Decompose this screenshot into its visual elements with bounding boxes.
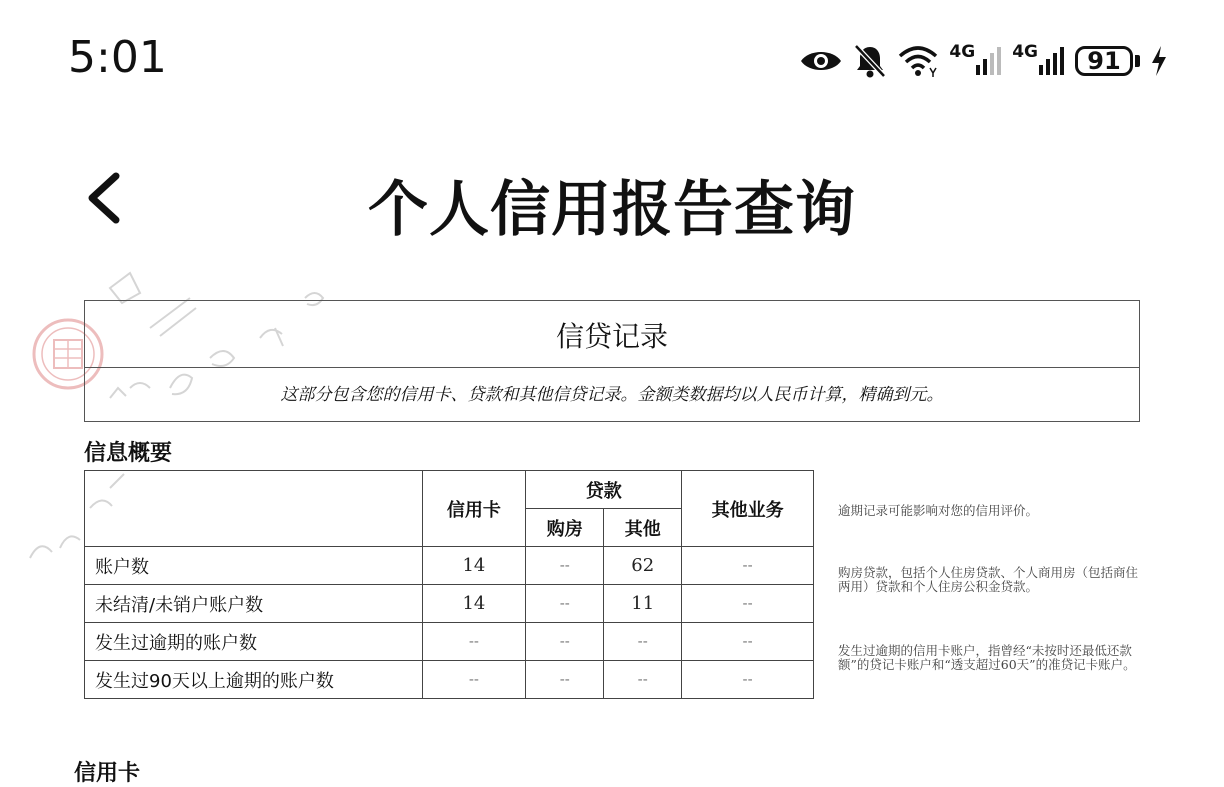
- col-loan: 贷款: [526, 471, 682, 509]
- cell-other: --: [604, 623, 682, 661]
- signal-icon: [949, 42, 1002, 75]
- battery-nub: [1135, 55, 1140, 67]
- note-overdue-card: 发生过逾期的信用卡账户，指曾经“未按时还最低还款额”的贷记卡账户和“透支超过60天”的准贷记卡账户。: [838, 643, 1136, 672]
- section-note: 这部分包含您的信用卡、贷款和其他信贷记录。金额类数据均以人民币计算，精确到元。: [280, 385, 944, 405]
- battery-icon: [1075, 46, 1140, 76]
- cell-house: --: [526, 585, 604, 623]
- table-row: [85, 661, 814, 699]
- row-label: 发生过90天以上逾期的账户数: [85, 661, 423, 699]
- cell-other-business: --: [682, 623, 814, 661]
- page-title: 个人信用报告查询: [368, 175, 856, 245]
- table-row: [85, 623, 814, 661]
- note-overdue: 逾期记录可能影响对您的信用评价。: [838, 503, 1039, 518]
- table-row: [85, 585, 814, 623]
- cell-other: 11: [604, 585, 682, 623]
- note-housing-loan: 购房贷款，包括个人住房贷款、个人商用房（包括商住两用）贷款和个人住房公积金贷款。: [838, 565, 1139, 594]
- cell-credit-card: 14: [422, 585, 526, 623]
- cell-house: --: [526, 547, 604, 585]
- eye-icon: [799, 46, 843, 76]
- col-credit-card: 信用卡: [422, 471, 526, 547]
- report-document: [0, 258, 1224, 786]
- credit-card-section-title: 信用卡: [74, 761, 141, 786]
- net1-label: 4G: [949, 42, 976, 62]
- row-label: 发生过逾期的账户数: [85, 623, 423, 661]
- status-time: 5:01: [68, 32, 167, 83]
- charging-icon: [1150, 45, 1168, 77]
- cell-other: --: [604, 661, 682, 699]
- cell-credit-card: --: [422, 623, 526, 661]
- bell-off-icon: [853, 43, 887, 79]
- cell-other-business: --: [682, 547, 814, 585]
- app-bar: [0, 140, 1224, 250]
- net2-label: 4G: [1012, 42, 1038, 62]
- cell-credit-card: 14: [422, 547, 526, 585]
- wifi-icon: [897, 44, 939, 78]
- section-header-box: [84, 300, 1140, 422]
- table-row: [85, 547, 814, 585]
- cell-house: --: [526, 661, 604, 699]
- row-label: 未结清/未销户账户数: [85, 585, 423, 623]
- status-bar: [0, 0, 1224, 120]
- signal-icon: [1012, 42, 1065, 75]
- cell-credit-card: --: [422, 661, 526, 699]
- col-other-business: 其他业务: [682, 471, 814, 547]
- row-label: 账户数: [85, 547, 423, 585]
- corner-cell: [85, 471, 423, 547]
- status-icons: [799, 36, 1168, 86]
- section-title: 信贷记录: [85, 301, 1139, 368]
- cell-other-business: --: [682, 585, 814, 623]
- col-loan-other: 其他: [604, 509, 682, 547]
- col-loan-house: 购房: [526, 509, 604, 547]
- cell-other: 62: [604, 547, 682, 585]
- summary-table: [84, 470, 814, 699]
- cell-house: --: [526, 623, 604, 661]
- summary-title: 信息概要: [84, 441, 173, 466]
- battery-level: 91: [1075, 46, 1133, 76]
- cell-other-business: --: [682, 661, 814, 699]
